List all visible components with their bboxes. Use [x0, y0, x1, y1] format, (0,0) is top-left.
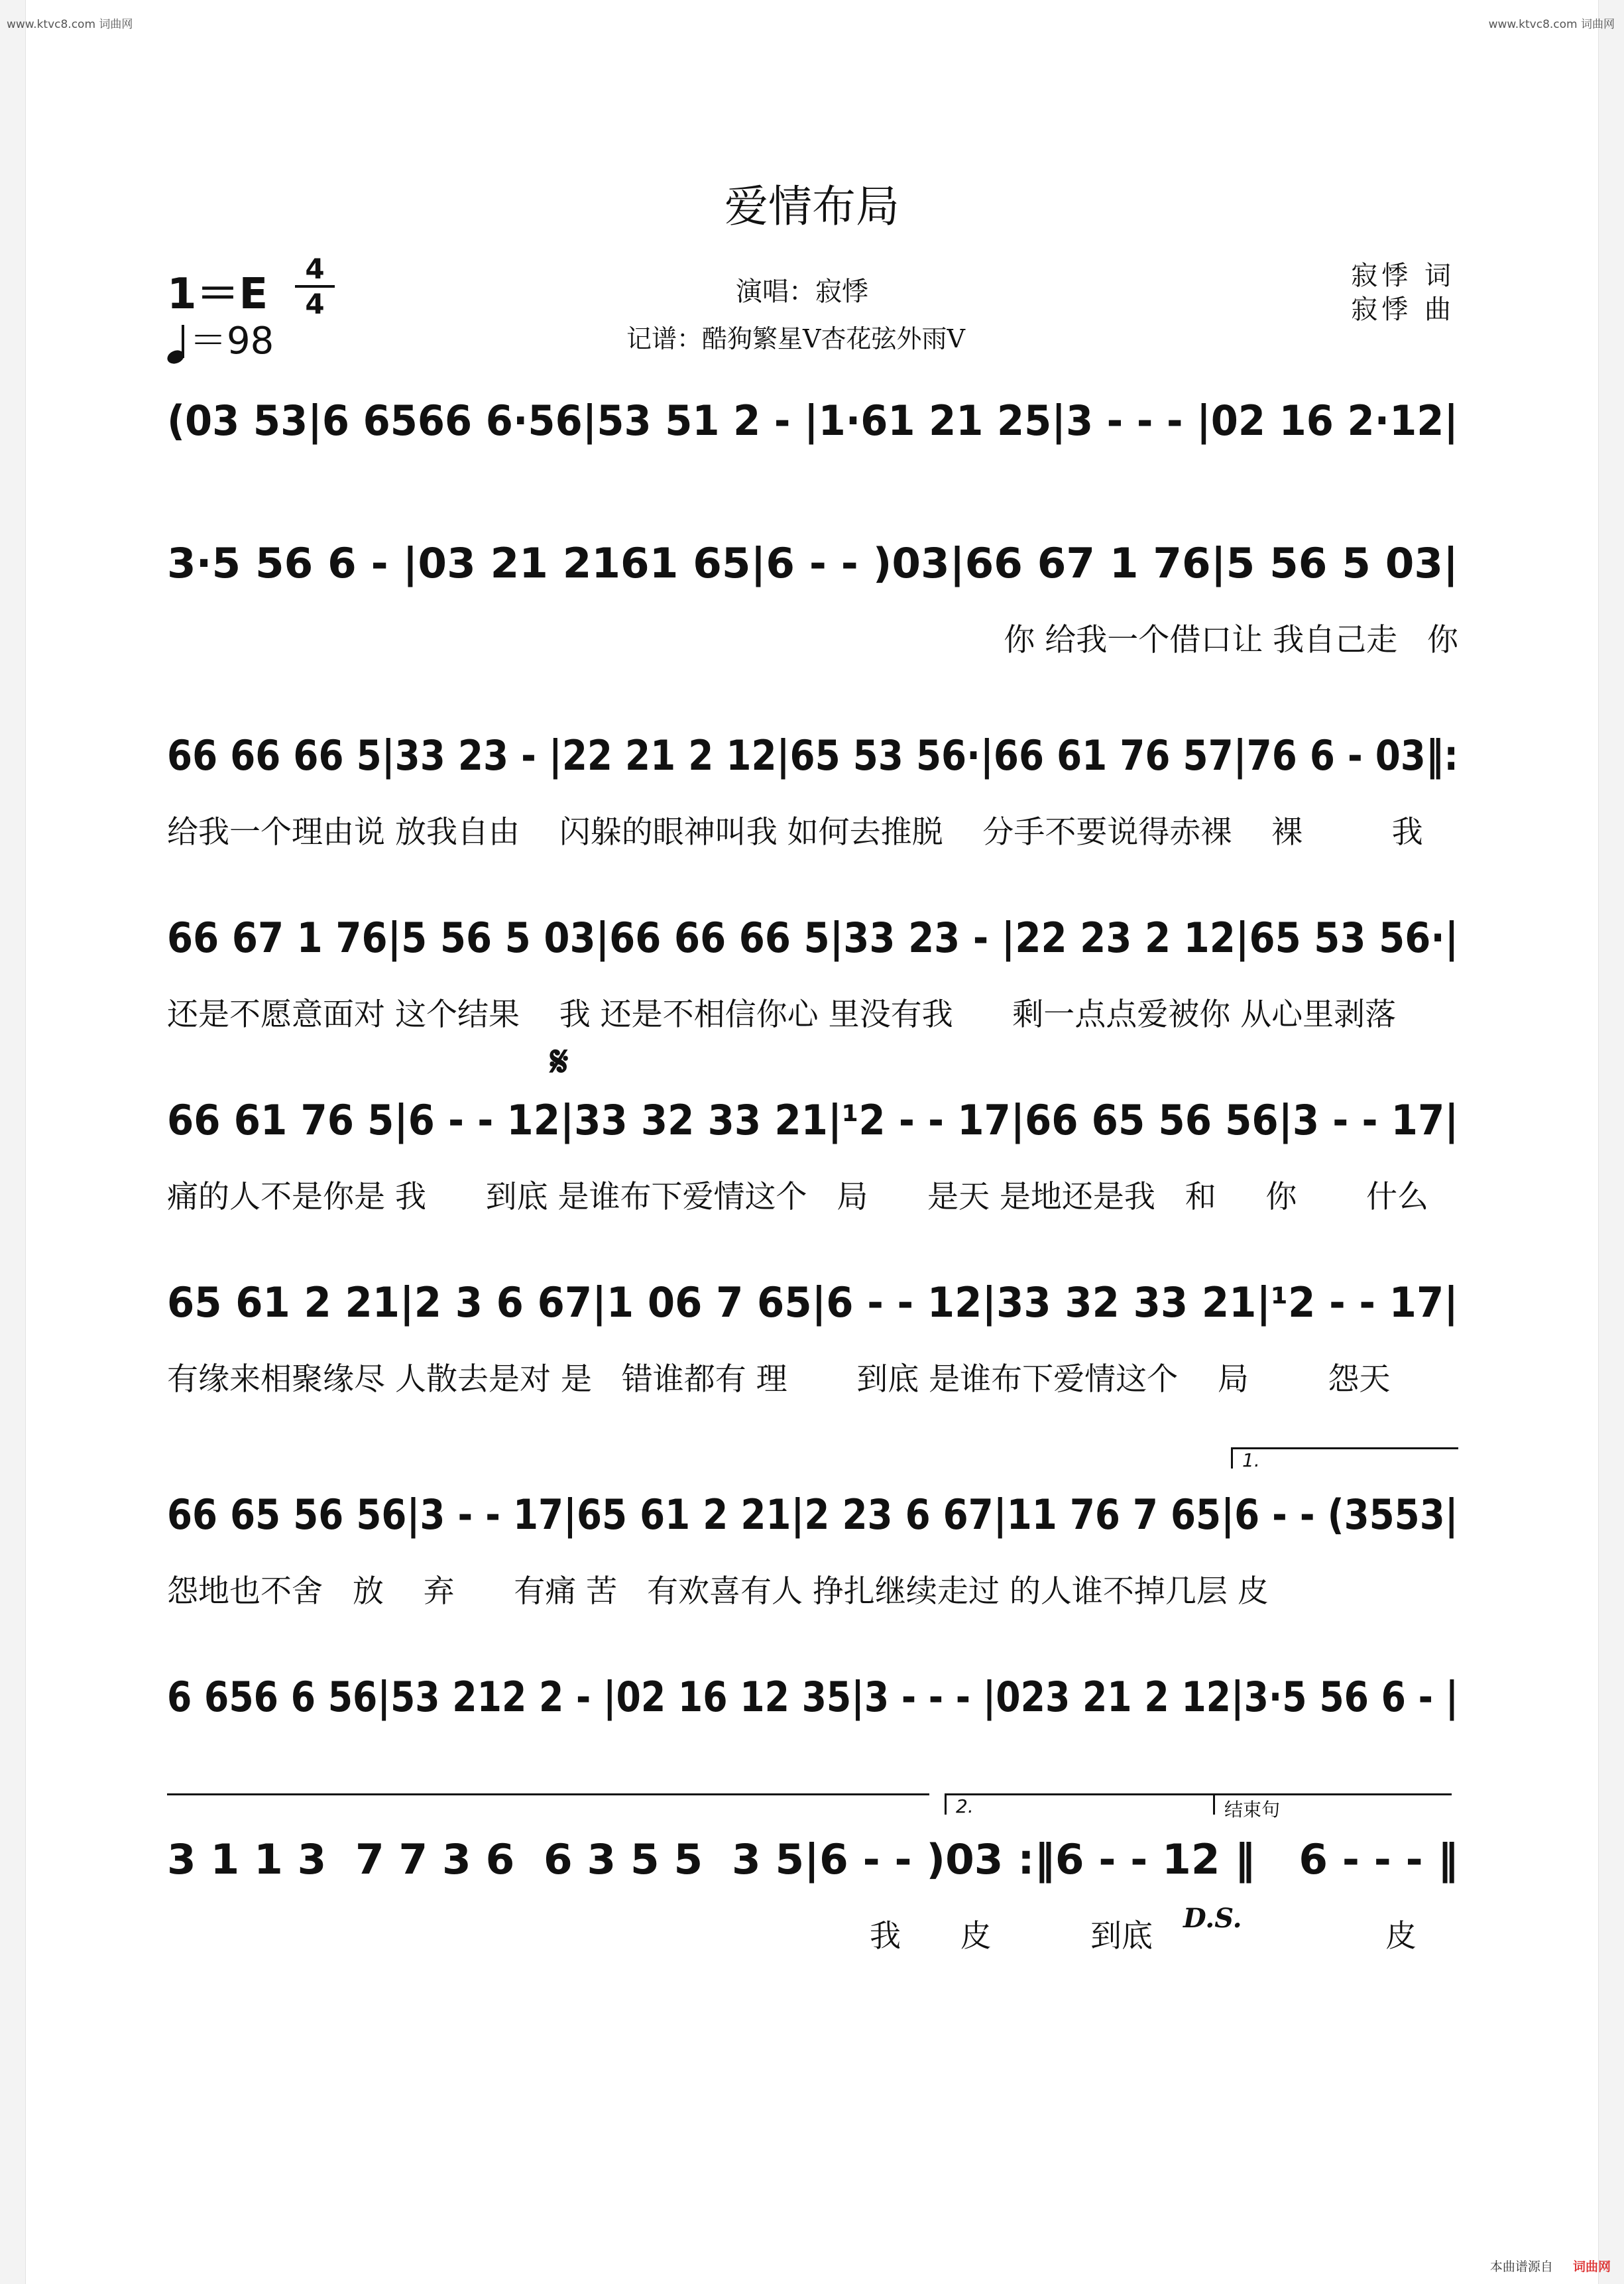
- composer-credit: 寂悸 曲: [1351, 294, 1455, 325]
- notation-text: 65 61 2 21|2 3 6 67|1 06 7 65|6 - - 12|33 32 33 21|¹2 - - 17|: [167, 1278, 1458, 1327]
- notation-text: 3·5 56 6 - |03 21 2161 65|6 - - )03|66 67 1 76|5 56 5 03|: [167, 539, 1458, 587]
- time-signature: [295, 254, 335, 319]
- watermark-bottom-text: 本曲谱源自: [1489, 2259, 1553, 2274]
- lyrics-line: 给我一个理由说 放我自由 闪躲的眼神叫我 如何去推脱 分手不要说得赤裸 裸 我: [167, 814, 1423, 851]
- score-system-5: [167, 1094, 1458, 1220]
- singer-credit: 演唱：寂悸: [736, 276, 868, 307]
- notation-line: [167, 912, 1458, 965]
- notation-text: 3 1 1 3 7 7 3 6 6 3 5 5 3 5|6 - - )03 :‖6 - - 12 ‖ 6 - - - ‖: [167, 1835, 1458, 1884]
- notation-line: [167, 1833, 1458, 1886]
- lyrics-line: 痛的人不是你是 我 到底 是谁布下爱情这个 局 是天 是地还是我 和 你 什么: [167, 1179, 1429, 1215]
- notation-line: [167, 1094, 1458, 1147]
- watermark-top-left: www.ktvc8.com 词曲网: [7, 18, 133, 31]
- lyrics-line-ending: 皮: [1385, 1918, 1417, 1954]
- left-margin-strip: [0, 0, 26, 2284]
- score-system-8: [167, 1671, 1458, 1750]
- notation-line: [167, 1671, 1458, 1724]
- notation-line: [167, 394, 1458, 448]
- tempo-value: ＝98: [190, 320, 274, 363]
- lyricist-credit: 寂悸 词: [1351, 261, 1455, 291]
- lyrics-line: 我 皮 到底: [870, 1918, 1153, 1954]
- notation-text: 6 656 6 56|53 212 2 - |02 16 12 35|3 - - - |023 21 2 12|3·5 56 6 - |: [167, 1673, 1458, 1721]
- repeat-bracket-line: [167, 1793, 929, 1795]
- notation-line: [167, 537, 1458, 590]
- notation-text: 66 61 76 5|6 - - 12|33 32 33 21|¹2 - - 17|66 65 56 56|3 - - 17|: [167, 1096, 1458, 1144]
- volta-bracket-1: [1231, 1447, 1458, 1469]
- score-system-6: [167, 1276, 1458, 1402]
- notation-line: [167, 729, 1458, 782]
- score-system-3: [167, 729, 1458, 855]
- quarter-note-icon: [167, 326, 190, 365]
- watermark-top-right: www.ktvc8.com 词曲网: [1488, 18, 1615, 31]
- score-system-7: [167, 1488, 1458, 1614]
- volta-label: 2.: [956, 1795, 974, 1817]
- score-system-1: [167, 394, 1458, 474]
- lyrics-line: 有缘来相聚缘尽 人散去是对 是 错谁都有 理 到底 是谁布下爱情这个 局 怨天: [167, 1361, 1391, 1398]
- transcriber-credit: 记谱：酷狗繁星V杏花弦外雨V: [626, 324, 965, 353]
- notation-text: 66 66 66 5|33 23 - |22 21 2 12|65 53 56·|66 61 76 57|76 6 - 03‖:: [167, 731, 1458, 780]
- right-margin-strip: [1598, 0, 1624, 2284]
- watermark-bottom: [1490, 2257, 1611, 2275]
- volta-bracket-2: [945, 1793, 1213, 1815]
- dal-segno-marking: D.S.: [1183, 1903, 1242, 1934]
- segno-sign: 𝄋: [550, 1038, 569, 1087]
- volta-label: 1.: [1242, 1449, 1260, 1471]
- notation-line: [167, 1488, 1458, 1541]
- watermark-brand: 词曲网: [1572, 2259, 1611, 2274]
- lyrics-line: 你 给我一个借口让 我自己走 你: [1004, 622, 1458, 658]
- notation-text: (03 53|6 6566 6·56|53 51 2 - |1·61 21 25|3 - - - |02 16 2·12|: [167, 396, 1458, 445]
- score-system-4: [167, 912, 1458, 1038]
- notation-text: 66 65 56 56|3 - - 17|65 61 2 21|2 23 6 67|11 76 7 65|6 - - (3553|: [167, 1490, 1458, 1539]
- score-system-9: [167, 1833, 1458, 1959]
- tempo-marking: [167, 312, 274, 365]
- lyrics-line: 怨地也不舍 放 弃 有痛 苦 有欢喜有人 挣扎继续走过 的人谁不掉几层 皮: [167, 1573, 1269, 1610]
- ending-bracket: [1213, 1793, 1452, 1821]
- ending-label: 结束句: [1224, 1799, 1281, 1821]
- notation-text: 66 67 1 76|5 56 5 03|66 66 66 5|33 23 - |22 23 2 12|65 53 56·|: [167, 914, 1458, 962]
- score-system-2: [167, 537, 1458, 663]
- meter-bottom: 4: [305, 288, 325, 320]
- song-title: 爱情布局: [725, 181, 899, 232]
- notation-line: [167, 1276, 1458, 1329]
- key-signature: 1＝E: [167, 270, 268, 319]
- meter-top: 4: [305, 253, 325, 285]
- lyrics-line: 还是不愿意面对 这个结果 我 还是不相信你心 里没有我 剩一点点爱被你 从心里剥落: [167, 996, 1397, 1033]
